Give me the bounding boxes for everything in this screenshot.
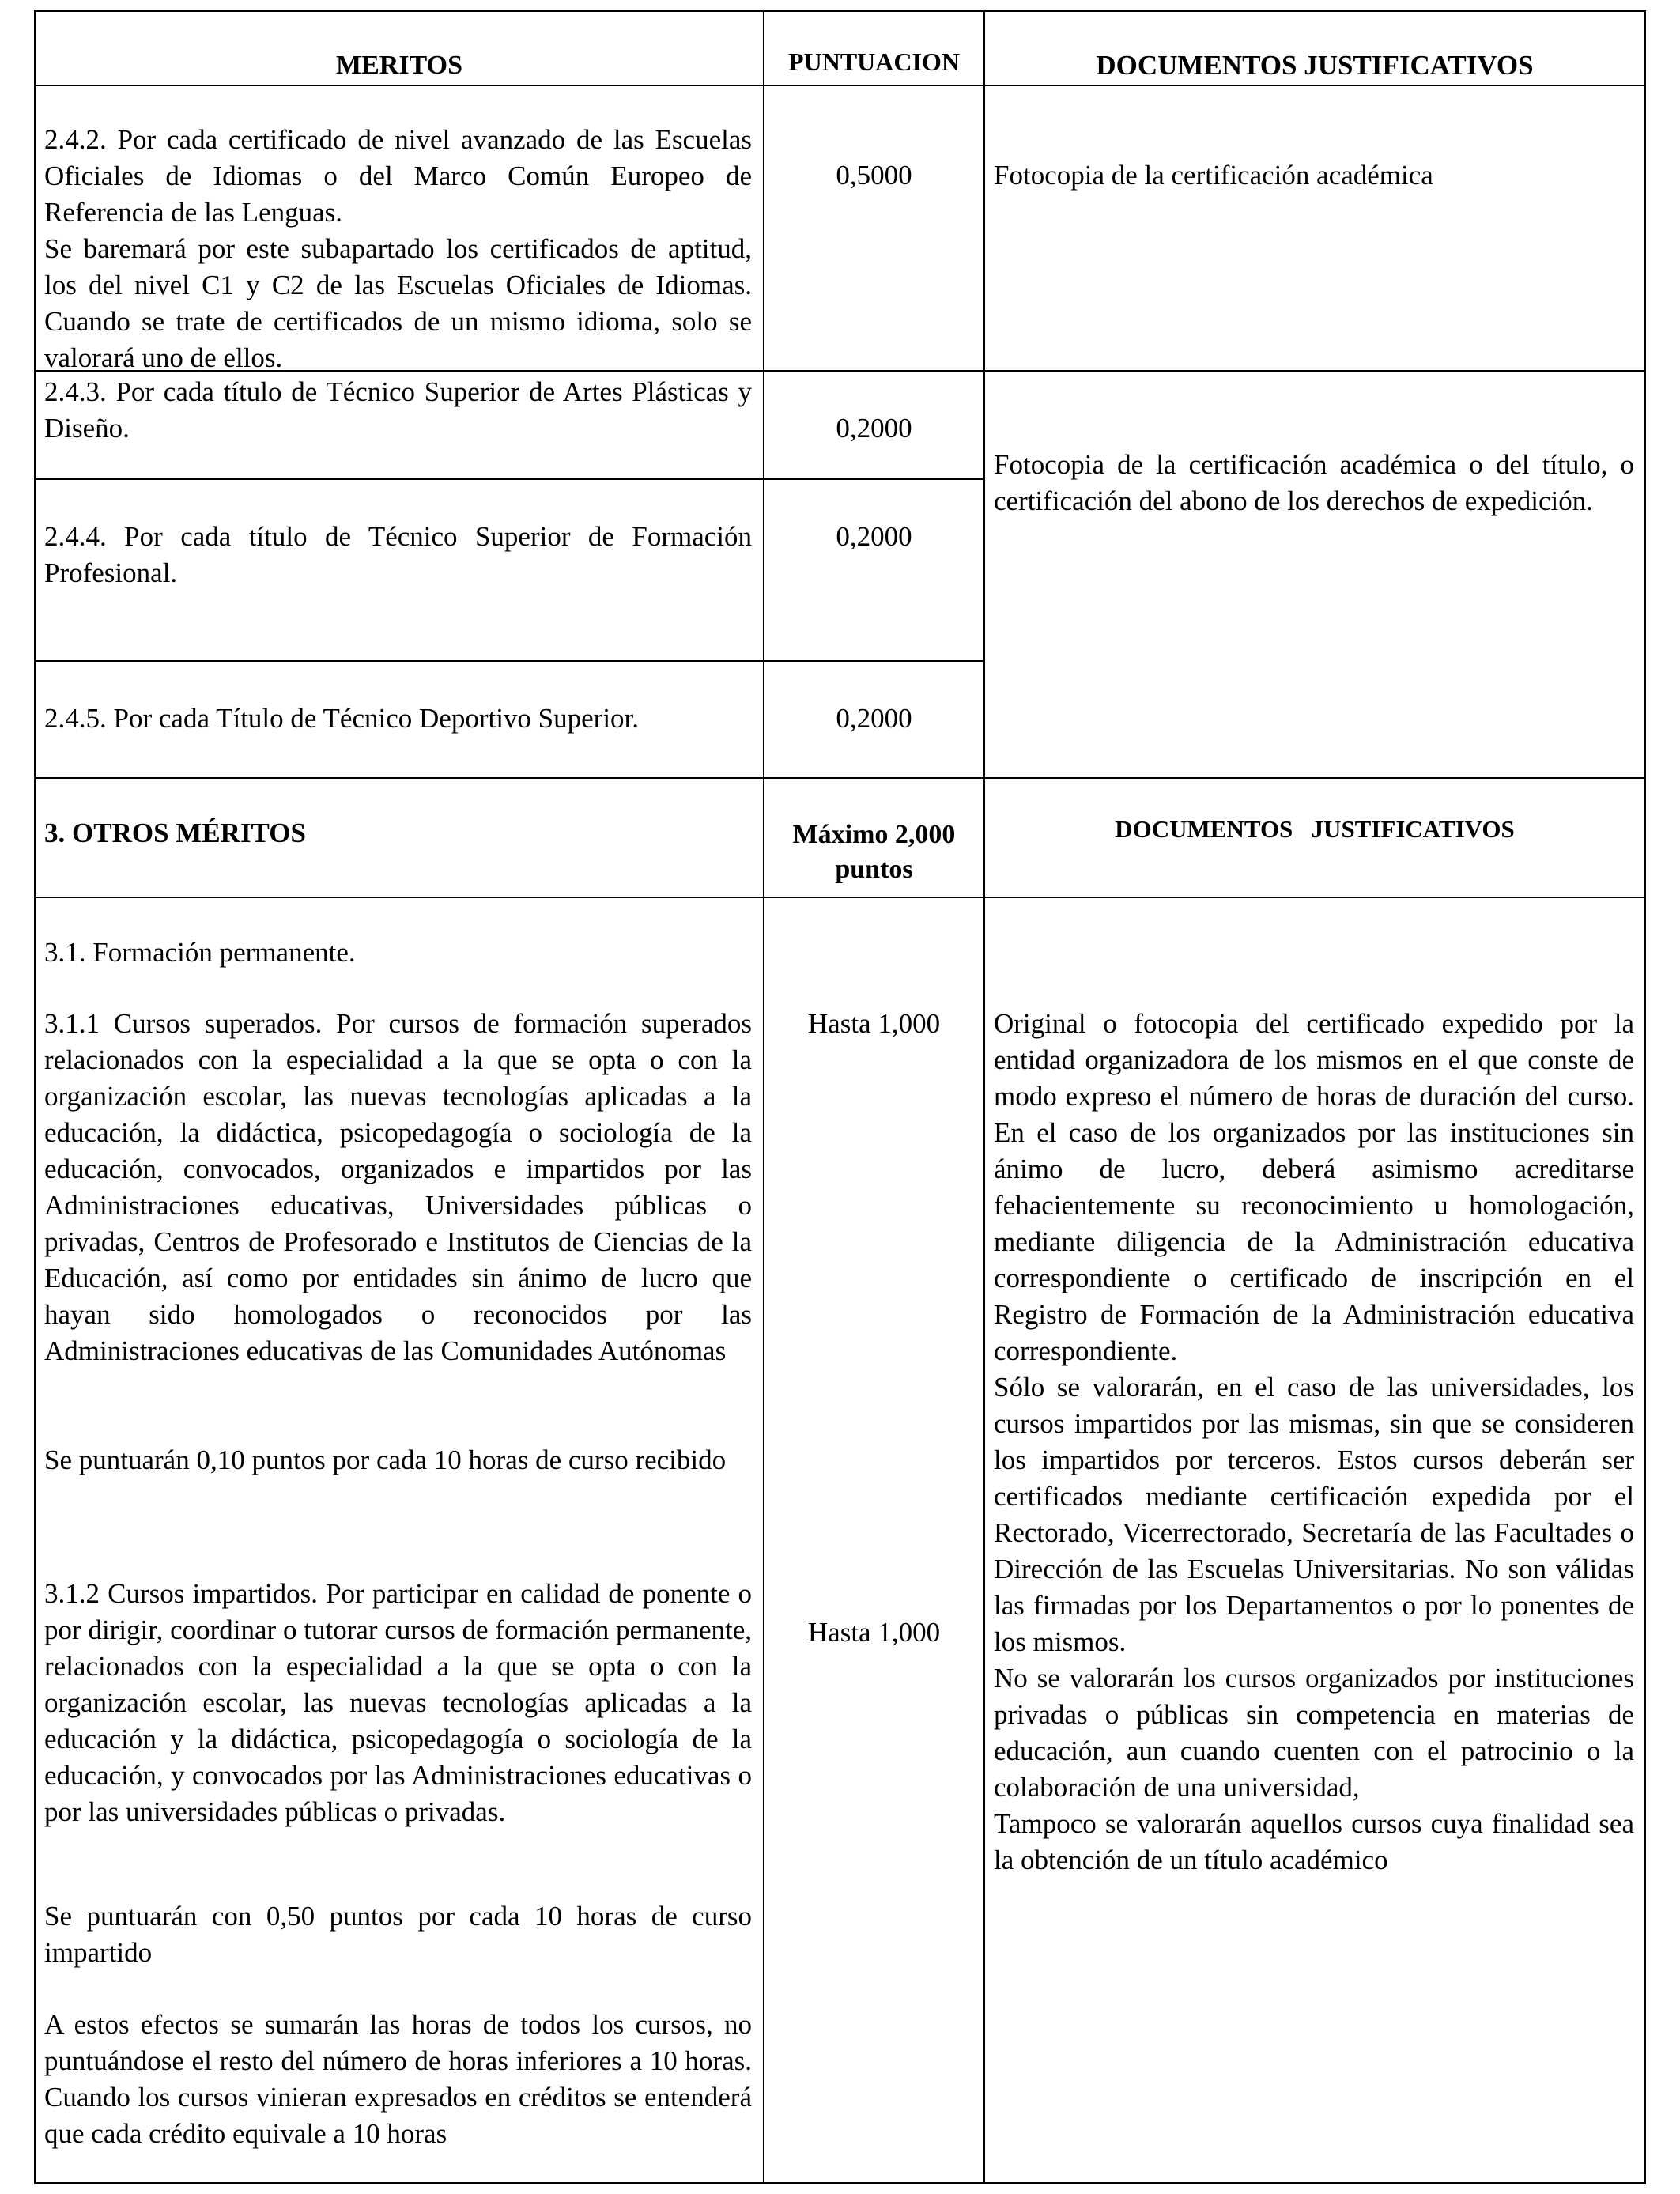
section-3-title: 3. OTROS MÉRITOS <box>44 818 306 848</box>
course-3-1-2: 3.1.2 Cursos impartidos. Por participar en calidad de ponente o por dirigir, coordinar o tutorar cursos de formación permanente, relacionados con la especialidad a la que se opta o con la organización escolar, las nuevas tecnologías aplicadas a la educación y la didáctica, psicopedagogía o sociología de la educación, y convocados por las Administraciones educativas o por las universidades públicas o privadas. <box>44 1578 752 1827</box>
header-meritos: MERITOS <box>336 51 462 80</box>
course-efectos: A estos efectos se sumarán las horas de todos los cursos, no puntuándose el resto del número de horas inferiores a 10 horas. Cuando los cursos vinieran expresados en créditos se entenderá que cada crédito equivale a 10 horas <box>44 2009 752 2149</box>
merit-2-4-2-text: 2.4.2. Por cada certificado de nivel avanzado de las Escuelas Oficiales de Idiomas o del Marco Común Europeo de Referencia de las Lenguas. <box>44 124 752 228</box>
doc-2-4-3-to-2-4-5: Fotocopia de la certificación académica o del título, o certificación del abono de los derechos de expedición. <box>994 449 1634 516</box>
doc-3-1-p3: No se valorarán los cursos organizados por instituciones privadas o públicas sin competencia en materias de educación, aun cuando cuenten con el patrocinio o la colaboración de una universidad, <box>994 1663 1634 1803</box>
doc-3-1 <box>994 1006 1634 1879</box>
course-3-1-2-points: Se puntuarán con 0,50 puntos por cada 10 horas de curso impartido <box>44 1901 752 1968</box>
section-3-max-line2: puntos <box>835 855 913 884</box>
score-2-4-4: 0,2000 <box>836 521 912 552</box>
section-3-max <box>764 818 984 887</box>
merit-2-4-5: 2.4.5. Por cada Título de Técnico Deportivo Superior. <box>44 703 640 734</box>
subsection-3-1: 3.1. Formación permanente. <box>44 937 356 968</box>
score-3-1-1: Hasta 1,000 <box>807 1008 941 1039</box>
merit-2-4-4: 2.4.4. Por cada título de Técnico Superior de Formación Profesional. <box>44 521 752 588</box>
header-documentos: DOCUMENTOS JUSTIFICATIVOS <box>1096 50 1534 81</box>
doc-2-4-2: Fotocopia de la certificación académica <box>994 160 1433 191</box>
score-3-1-2: Hasta 1,000 <box>807 1617 941 1648</box>
course-3-1-1-points: Se puntuarán 0,10 puntos por cada 10 horas de curso recibido <box>44 1444 727 1475</box>
doc-3-1-p4: Tampoco se valorarán aquellos cursos cuya finalidad sea la obtención de un título académico <box>994 1808 1634 1875</box>
doc-3-1-p2: Sólo se valorarán, en el caso de las universidades, los cursos impartidos por las mismas, sin que se consideren los impartidos por terceros. Estos cursos deberán ser certificados mediante certificación expedida por el Rectorado, Vicerrectorado, Secretaría de las Facultades o Dirección de las Escuelas Universitarias. No son válidas las firmadas por los Departamentos o por lo ponentes de los mismos. <box>994 1372 1634 1657</box>
merit-2-4-2 <box>44 122 752 376</box>
header-puntuacion: PUNTUACION <box>788 47 960 76</box>
score-2-4-2: 0,5000 <box>836 160 912 191</box>
section-3-max-line1: Máximo 2,000 <box>792 820 956 849</box>
score-2-4-5: 0,2000 <box>836 703 912 734</box>
score-2-4-3: 0,2000 <box>836 413 912 444</box>
merit-2-4-2-note: Se baremará por este subapartado los certificados de aptitud, los del nivel C1 y C2 de las Escuelas Oficiales de Idiomas. Cuando se trate de certificados de un mismo idioma, solo se valorará uno de ellos. <box>44 233 752 373</box>
doc-3-1-p1: Original o fotocopia del certificado expedido por la entidad organizadora de los mismos en el que conste de modo expreso el número de horas de duración del curso. En el caso de los organizados por las instituciones sin ánimo de lucro, deberá asimismo acreditarse fehacientemente su reconocimiento u homologación, mediante diligencia de la Administración educativa correspondiente o certificado de inscripción en el Registro de Formación de la Administración educativa correspondiente. <box>994 1008 1634 1366</box>
course-3-1-1: 3.1.1 Cursos superados. Por cursos de formación superados relacionados con la especialidad a la que se opta o con la organización escolar, las nuevas tecnologías aplicadas a la educación, la didáctica, psicopedagogía o sociología de la educación, convocados, organizados e impartidos por las Administraciones educativas, Universidades públicas o privadas, Centros de Profesorado e Institutos de Ciencias de la Educación, así como por entidades sin ánimo de lucro que hayan sido homologados o reconocidos por las Administraciones educativas de las Comunidades Autónomas <box>44 1008 752 1366</box>
merit-2-4-3: 2.4.3. Por cada título de Técnico Superior de Artes Plásticas y Diseño. <box>44 376 752 444</box>
section-3-documentos: DOCUMENTOS JUSTIFICATIVOS <box>1115 815 1515 843</box>
